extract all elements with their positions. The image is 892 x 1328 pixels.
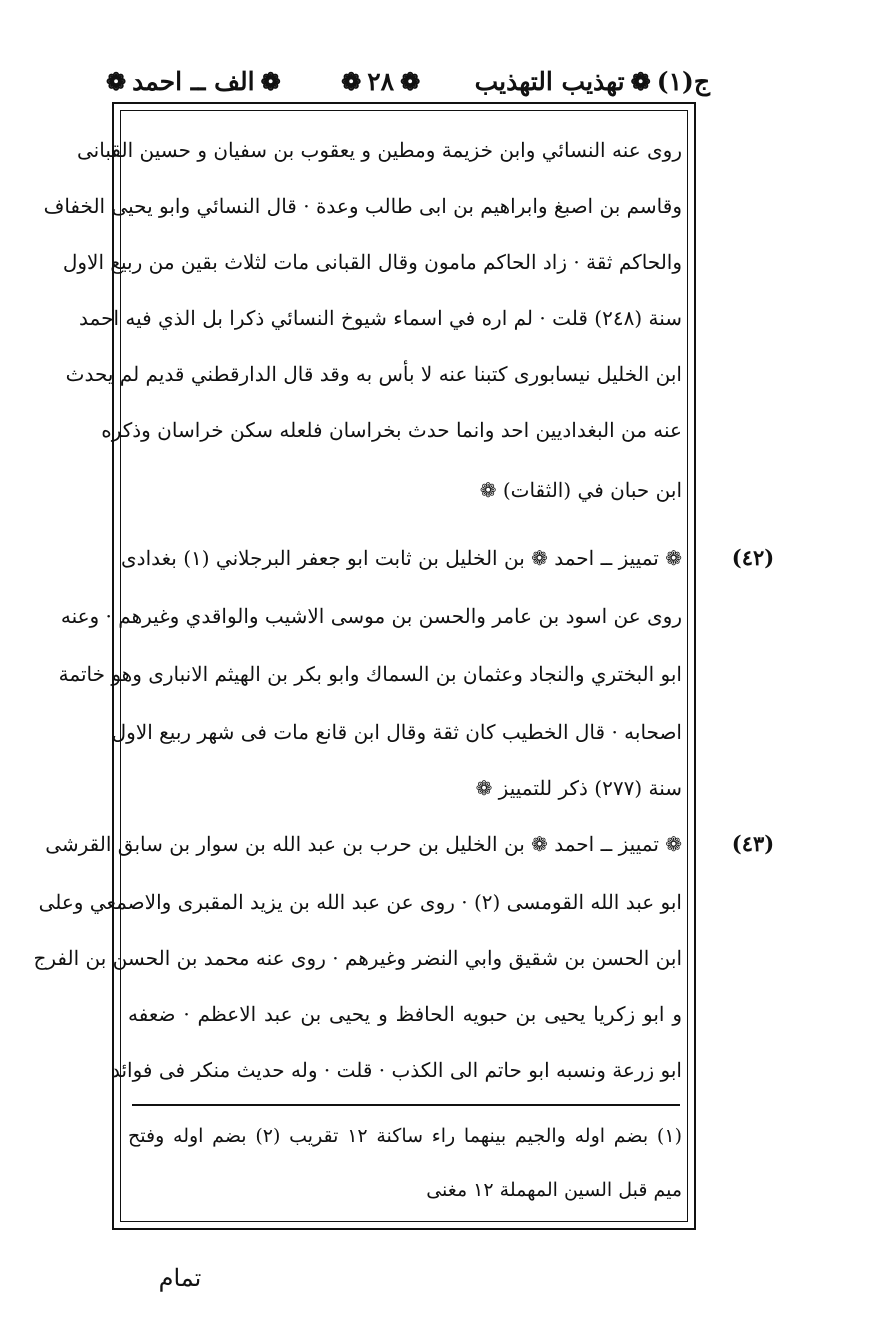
entry-42-line: اصحابه · قال الخطيب كان ثقة وقال ابن قانع مات فی شهر ربيع الاول xyxy=(111,720,682,744)
entry-43-line: ❁ تمييز ــ احمد ❁ بن الخليل بن حرب بن عبد الله بن سوار بن سابق القرشی xyxy=(45,832,682,856)
page-number: ٢٨ xyxy=(367,67,395,96)
book-title: تهذیب التهذیب xyxy=(474,67,625,96)
ornament-icon: ❁ xyxy=(106,67,127,96)
section-title: الف ــ احمد xyxy=(132,67,255,96)
entry-number: (٤٣) xyxy=(731,831,775,856)
entry-43-line: ابن الحسن بن شقيق وابي النضر وغيرهم · روی عنه محمد بن الحسن بن الفرج xyxy=(33,946,682,970)
entry-number: (٤٢) xyxy=(731,545,775,570)
text-line: سنة (٢٤٨) قلت · لم اره في اسماء شيوخ النسائي ذكرا بل الذي فيه احمد xyxy=(79,306,682,330)
text-line: عنه من البغداديين احد وانما حدث بخراسان فلعله سكن خراسان وذكره xyxy=(101,418,682,442)
text-line: ابن الخليل نيسابوری كتبنا عنه لا بأس به وقد قال الدارقطني قديم لم يحدث xyxy=(65,362,682,386)
footnote-line: (١) بضم اوله والجيم بينهما راء ساكنة ١٢ تقريب (٢) بضم اوله وفتح xyxy=(128,1125,682,1147)
text-line: روی عنه النسائي وابن خزيمة ومطين و يعقوب بن سفيان و حسين القبانی xyxy=(77,138,682,162)
text-line: وقاسم بن اصبغ وابراهيم بن ابی طالب وعدة · قال النسائي وابو يحيى الخفاف xyxy=(43,194,682,218)
page-header xyxy=(100,62,710,102)
entry-43-line: ابو زرعة ونسبه ابو حاتم الى الكذب · قلت · وله حديث منكر فی فوائد xyxy=(110,1058,682,1082)
ornament-icon: ❁ xyxy=(341,67,362,96)
ornament-icon: ❁ xyxy=(260,67,281,96)
ornament-icon: ❁ xyxy=(630,67,651,96)
text-line: والحاكم ثقة · زاد الحاكم مامون وقال القبانی مات لثلاث بقين من ربيع الاول xyxy=(62,250,682,274)
entry-43-line: ابو عبد الله القومسی (٢) · روی عن عبد الله بن يزيد المقبری والاصمعي وعلی xyxy=(38,890,682,914)
entry-42-line: روی عن اسود بن عامر والحسن بن موسى الاشيب والواقدي وغيرهم · وعنه xyxy=(60,604,682,628)
footnote-divider xyxy=(132,1104,680,1106)
header-volume-title xyxy=(475,62,710,102)
footnote-line: ميم قبل السين المهملة ١٢ مغنی xyxy=(426,1179,682,1201)
entry-42-line: سنة (٢٧٧) ذكر للتمييز ❁ xyxy=(475,776,682,800)
ornament-icon: ❁ xyxy=(400,67,421,96)
entry-42-line: ابو البختري والنجاد وعثمان بن السماك وابو بكر بن الهيثم الانباری وهو خاتمة xyxy=(58,662,682,686)
entry-42-line: ❁ تمييز ــ احمد ❁ بن الخليل بن ثابت ابو جعفر البرجلاني (١) بغدادی xyxy=(121,546,682,570)
header-page-number xyxy=(335,62,426,102)
entry-43-line: و ابو زكريا يحيى بن حبويه الحافظ و يحيى بن عبد الاعظم · ضعفه xyxy=(128,1002,682,1026)
header-section xyxy=(100,62,287,102)
volume-label: ج(١) xyxy=(656,67,710,96)
text-line: ابن حبان في (الثقات) ❁ xyxy=(479,478,682,502)
closing-word: تمام xyxy=(158,1264,202,1292)
